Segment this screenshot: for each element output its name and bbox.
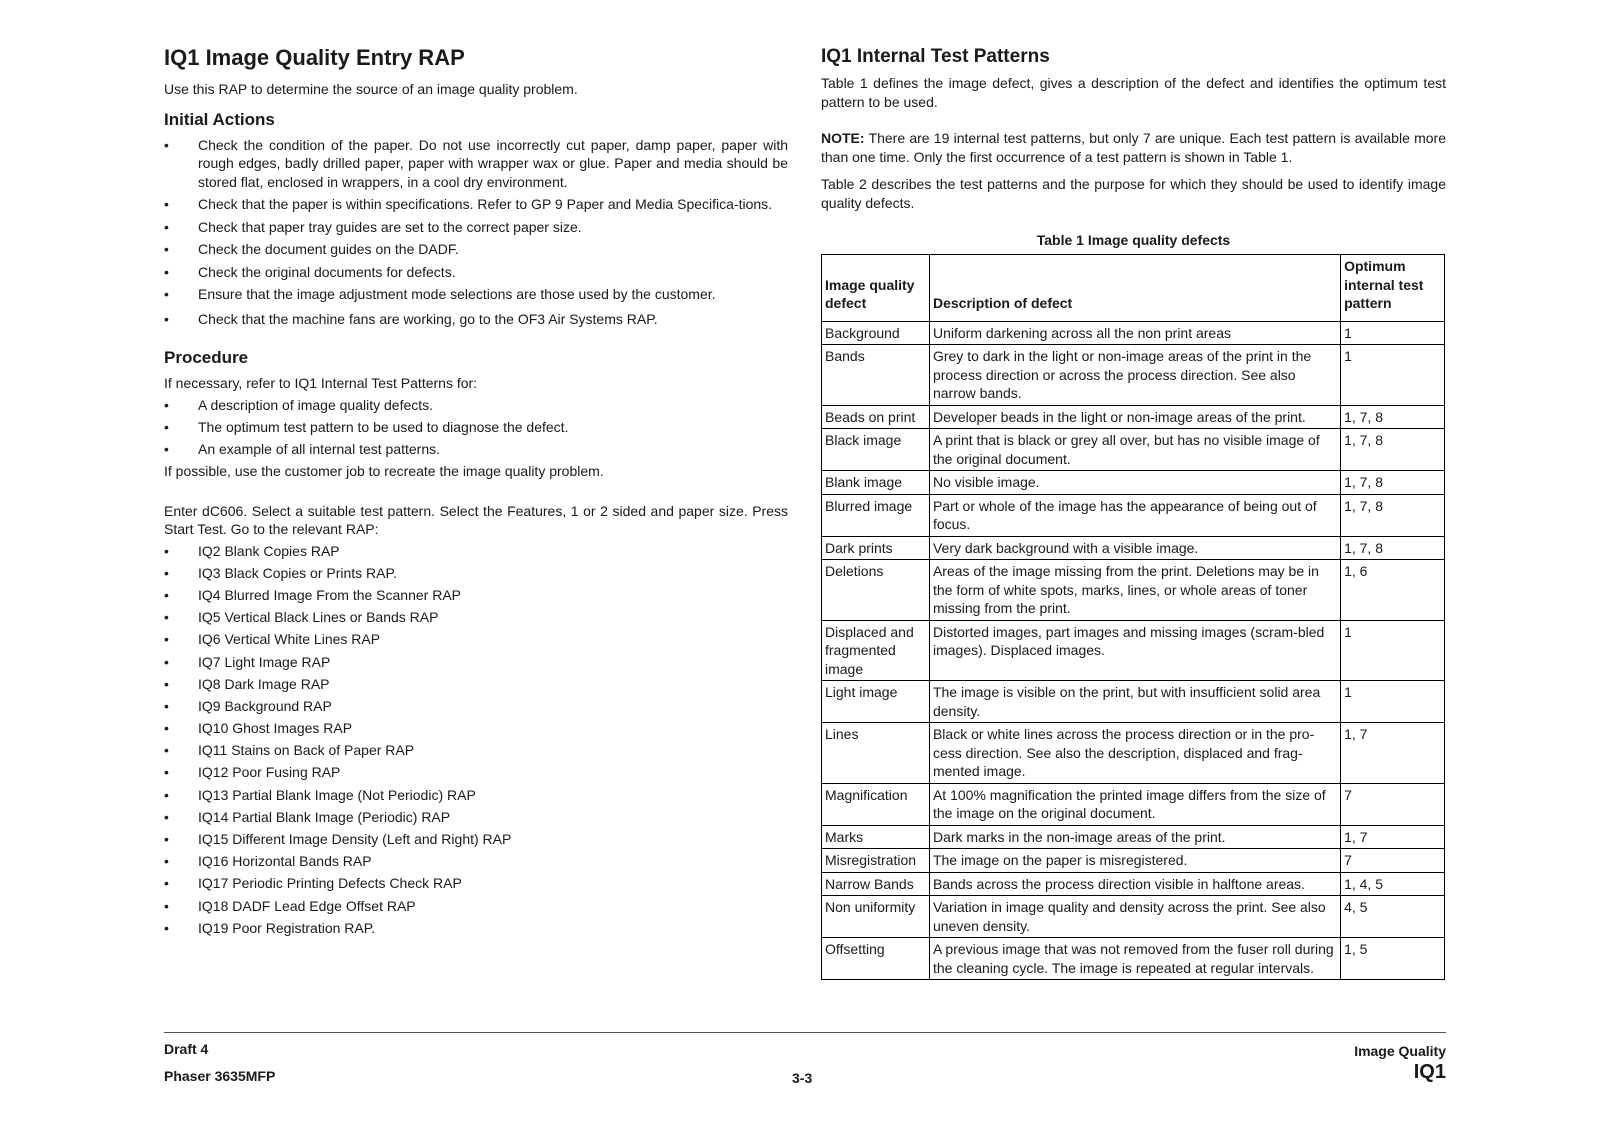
- cell-description: Variation in image quality and density across the print. See also uneven density.: [929, 896, 1340, 938]
- cell-description: Areas of the image missing from the print. Deletions may be in the form of white spots, marks, lines, or whole areas of toner missing from the print.: [929, 560, 1340, 621]
- cell-pattern: 1, 7, 8: [1341, 405, 1445, 429]
- procedure-enter: Enter dC606. Select a suitable test pattern. Select the Features, 1 or 2 sided and paper size. Press Start Test. Go to the relevant RAP:: [164, 502, 788, 538]
- list-item: • Check the condition of the paper. Do not use incorrectly cut paper, damp paper, paper with rough edges, badly drilled paper, paper with wrapper wax or glue. Paper and media should be stored flat, enclosed in wrappers, in a cool dry environment.: [164, 136, 788, 192]
- list-item: • Check the document guides on the DADF.: [164, 240, 788, 259]
- right-column: [821, 44, 1446, 980]
- cell-pattern: 1: [1341, 681, 1445, 723]
- cell-description: Grey to dark in the light or non-image areas of the print in the process direction or across the process direction. See also narrow bands.: [929, 345, 1340, 406]
- table-row: [822, 429, 1445, 471]
- procedure-intro: If necessary, refer to IQ1 Internal Test Patterns for:: [164, 375, 478, 391]
- list-item: • IQ2 Blank Copies RAP: [164, 542, 788, 561]
- cell-defect: Narrow Bands: [822, 872, 930, 896]
- cell-description: A previous image that was not removed from the fuser roll during the cleaning cycle. The image is repeated at regular intervals.: [929, 938, 1340, 980]
- cell-pattern: 1, 5: [1341, 938, 1445, 980]
- list-item: • IQ8 Dark Image RAP: [164, 675, 788, 694]
- cell-defect: Beads on print: [822, 405, 930, 429]
- table-row: [822, 620, 1445, 681]
- cell-pattern: 1, 7, 8: [1341, 536, 1445, 560]
- cell-defect: Marks: [822, 825, 930, 849]
- cell-defect: Blank image: [822, 471, 930, 495]
- cell-defect: Magnification: [822, 783, 930, 825]
- cell-pattern: 1: [1341, 620, 1445, 681]
- note-label: NOTE:: [821, 130, 865, 146]
- page-title: IQ1 Image Quality Entry RAP: [164, 45, 465, 70]
- cell-description: A print that is black or grey all over, but has no visible image of the original document.: [929, 429, 1340, 471]
- footer-draft: Draft 4: [164, 1041, 209, 1057]
- table-row: [822, 938, 1445, 980]
- list-item: • Check the original documents for defects.: [164, 263, 788, 282]
- cell-description: At 100% magnification the printed image differs from the size of the image on the original document.: [929, 783, 1340, 825]
- table-row: [822, 681, 1445, 723]
- procedure-recreate: If possible, use the customer job to recreate the image quality problem.: [164, 463, 604, 480]
- cell-pattern: 7: [1341, 783, 1445, 825]
- table-row: [822, 849, 1445, 873]
- cell-defect: Lines: [822, 723, 930, 784]
- list-item: • IQ15 Different Image Density (Left and Right) RAP: [164, 830, 788, 849]
- cell-pattern: 4, 5: [1341, 896, 1445, 938]
- cell-pattern: 1: [1341, 345, 1445, 406]
- initial-actions-list: [164, 136, 788, 329]
- cell-pattern: 1, 6: [1341, 560, 1445, 621]
- procedure-heading: Procedure: [164, 348, 249, 367]
- cell-defect: Background: [822, 321, 930, 345]
- table-row: [822, 345, 1445, 406]
- cell-pattern: 1, 7, 8: [1341, 494, 1445, 536]
- header-pattern: Optimum internal test pattern: [1341, 255, 1445, 322]
- cell-defect: Displaced and fragmented image: [822, 620, 930, 681]
- cell-pattern: 1: [1341, 321, 1445, 345]
- cell-description: No visible image.: [929, 471, 1340, 495]
- table-row: [822, 471, 1445, 495]
- para-table1: Table 1 defines the image defect, gives a description of the defect and identifies the optimum test pattern to be used.: [821, 75, 1446, 110]
- list-item: • Ensure that the image adjustment mode selections are those used by the customer.: [164, 285, 788, 304]
- list-item: • IQ7 Light Image RAP: [164, 653, 788, 672]
- footer-product: Phaser 3635MFP: [164, 1068, 276, 1084]
- para-table2: Table 2 describes the test patterns and the purpose for which they should be used to identify image quality defects.: [821, 176, 1446, 211]
- cell-defect: Deletions: [822, 560, 930, 621]
- header-defect: Image quality defect: [822, 255, 930, 322]
- table-row: [822, 825, 1445, 849]
- footer-divider: [164, 1032, 1446, 1033]
- cell-pattern: 1, 4, 5: [1341, 872, 1445, 896]
- cell-pattern: 1, 7, 8: [1341, 429, 1445, 471]
- intro-text: Use this RAP to determine the source of an image quality problem.: [164, 81, 578, 97]
- footer-page-number: 3-3: [792, 1070, 813, 1086]
- list-item: • IQ12 Poor Fusing RAP: [164, 763, 788, 782]
- cell-description: Developer beads in the light or non-image areas of the print.: [929, 405, 1340, 429]
- footer-code: IQ1: [1413, 1061, 1446, 1083]
- list-item: • Check that the machine fans are working, go to the OF3 Air Systems RAP.: [164, 310, 788, 329]
- table-row: [822, 872, 1445, 896]
- cell-description: Distorted images, part images and missing images (scram-bled images). Displaced images.: [929, 620, 1340, 681]
- table-row: [822, 896, 1445, 938]
- list-item: • IQ10 Ghost Images RAP: [164, 719, 788, 738]
- list-item: • IQ9 Background RAP: [164, 697, 788, 716]
- list-item: • IQ14 Partial Blank Image (Periodic) RAP: [164, 808, 788, 827]
- header-description: Description of defect: [929, 255, 1340, 322]
- table-row: [822, 494, 1445, 536]
- cell-pattern: 7: [1341, 849, 1445, 873]
- note-text: There are 19 internal test patterns, but only 7 are unique. Each test pattern is available more than one time. Only the first occurrence of a test pattern is shown in Table 1.: [821, 130, 1446, 165]
- table-caption: Table 1 Image quality defects: [1036, 232, 1231, 248]
- table-row: [822, 783, 1445, 825]
- cell-defect: Misregistration: [822, 849, 930, 873]
- list-item: • An example of all internal test patterns.: [164, 440, 788, 459]
- table-row: [822, 405, 1445, 429]
- footer-section: Image Quality: [1354, 1043, 1446, 1059]
- list-item: • IQ16 Horizontal Bands RAP: [164, 852, 788, 871]
- cell-defect: Black image: [822, 429, 930, 471]
- list-item: • The optimum test pattern to be used to diagnose the defect.: [164, 418, 788, 437]
- list-item: • IQ3 Black Copies or Prints RAP.: [164, 564, 788, 583]
- initial-actions-heading: Initial Actions: [164, 109, 275, 129]
- list-item: • IQ19 Poor Registration RAP.: [164, 919, 788, 938]
- table-row: [822, 321, 1445, 345]
- list-item: • Check that paper tray guides are set to the correct paper size.: [164, 218, 788, 237]
- cell-description: The image on the paper is misregistered.: [929, 849, 1340, 873]
- list-item: • IQ5 Vertical Black Lines or Bands RAP: [164, 608, 788, 627]
- cell-description: Part or whole of the image has the appearance of being out of focus.: [929, 494, 1340, 536]
- cell-defect: Offsetting: [822, 938, 930, 980]
- defects-table: [821, 254, 1445, 980]
- note-paragraph: [821, 129, 1446, 166]
- list-item: • IQ4 Blurred Image From the Scanner RAP: [164, 586, 788, 605]
- cell-pattern: 1, 7: [1341, 825, 1445, 849]
- cell-pattern: 1, 7, 8: [1341, 471, 1445, 495]
- cell-pattern: 1, 7: [1341, 723, 1445, 784]
- list-item: • Check that the paper is within specifications. Refer to GP 9 Paper and Media Specifica-tions.: [164, 195, 788, 214]
- list-item: • IQ18 DADF Lead Edge Offset RAP: [164, 897, 788, 916]
- table-row: [822, 723, 1445, 784]
- list-item: • IQ11 Stains on Back of Paper RAP: [164, 741, 788, 760]
- cell-description: Uniform darkening across all the non print areas: [929, 321, 1340, 345]
- cell-defect: Blurred image: [822, 494, 930, 536]
- cell-defect: Dark prints: [822, 536, 930, 560]
- table-row: [822, 536, 1445, 560]
- cell-defect: Non uniformity: [822, 896, 930, 938]
- section-heading: IQ1 Internal Test Patterns: [821, 46, 1050, 67]
- left-column: [164, 44, 788, 941]
- cell-description: The image is visible on the print, but with insufficient solid area density.: [929, 681, 1340, 723]
- cell-description: Bands across the process direction visible in halftone areas.: [929, 872, 1340, 896]
- table-header-row: [822, 255, 1445, 322]
- table-row: [822, 560, 1445, 621]
- cell-defect: Light image: [822, 681, 930, 723]
- cell-description: Very dark background with a visible image.: [929, 536, 1340, 560]
- cell-defect: Bands: [822, 345, 930, 406]
- list-item: • IQ13 Partial Blank Image (Not Periodic) RAP: [164, 786, 788, 805]
- list-item: • IQ6 Vertical White Lines RAP: [164, 630, 788, 649]
- rap-list: [164, 542, 788, 938]
- cell-description: Dark marks in the non-image areas of the print.: [929, 825, 1340, 849]
- procedure-list: [164, 396, 788, 459]
- list-item: • IQ17 Periodic Printing Defects Check RAP: [164, 874, 788, 893]
- list-item: • A description of image quality defects.: [164, 396, 788, 415]
- cell-description: Black or white lines across the process direction or in the pro-cess direction. See also the description, displaced and frag-mented image.: [929, 723, 1340, 784]
